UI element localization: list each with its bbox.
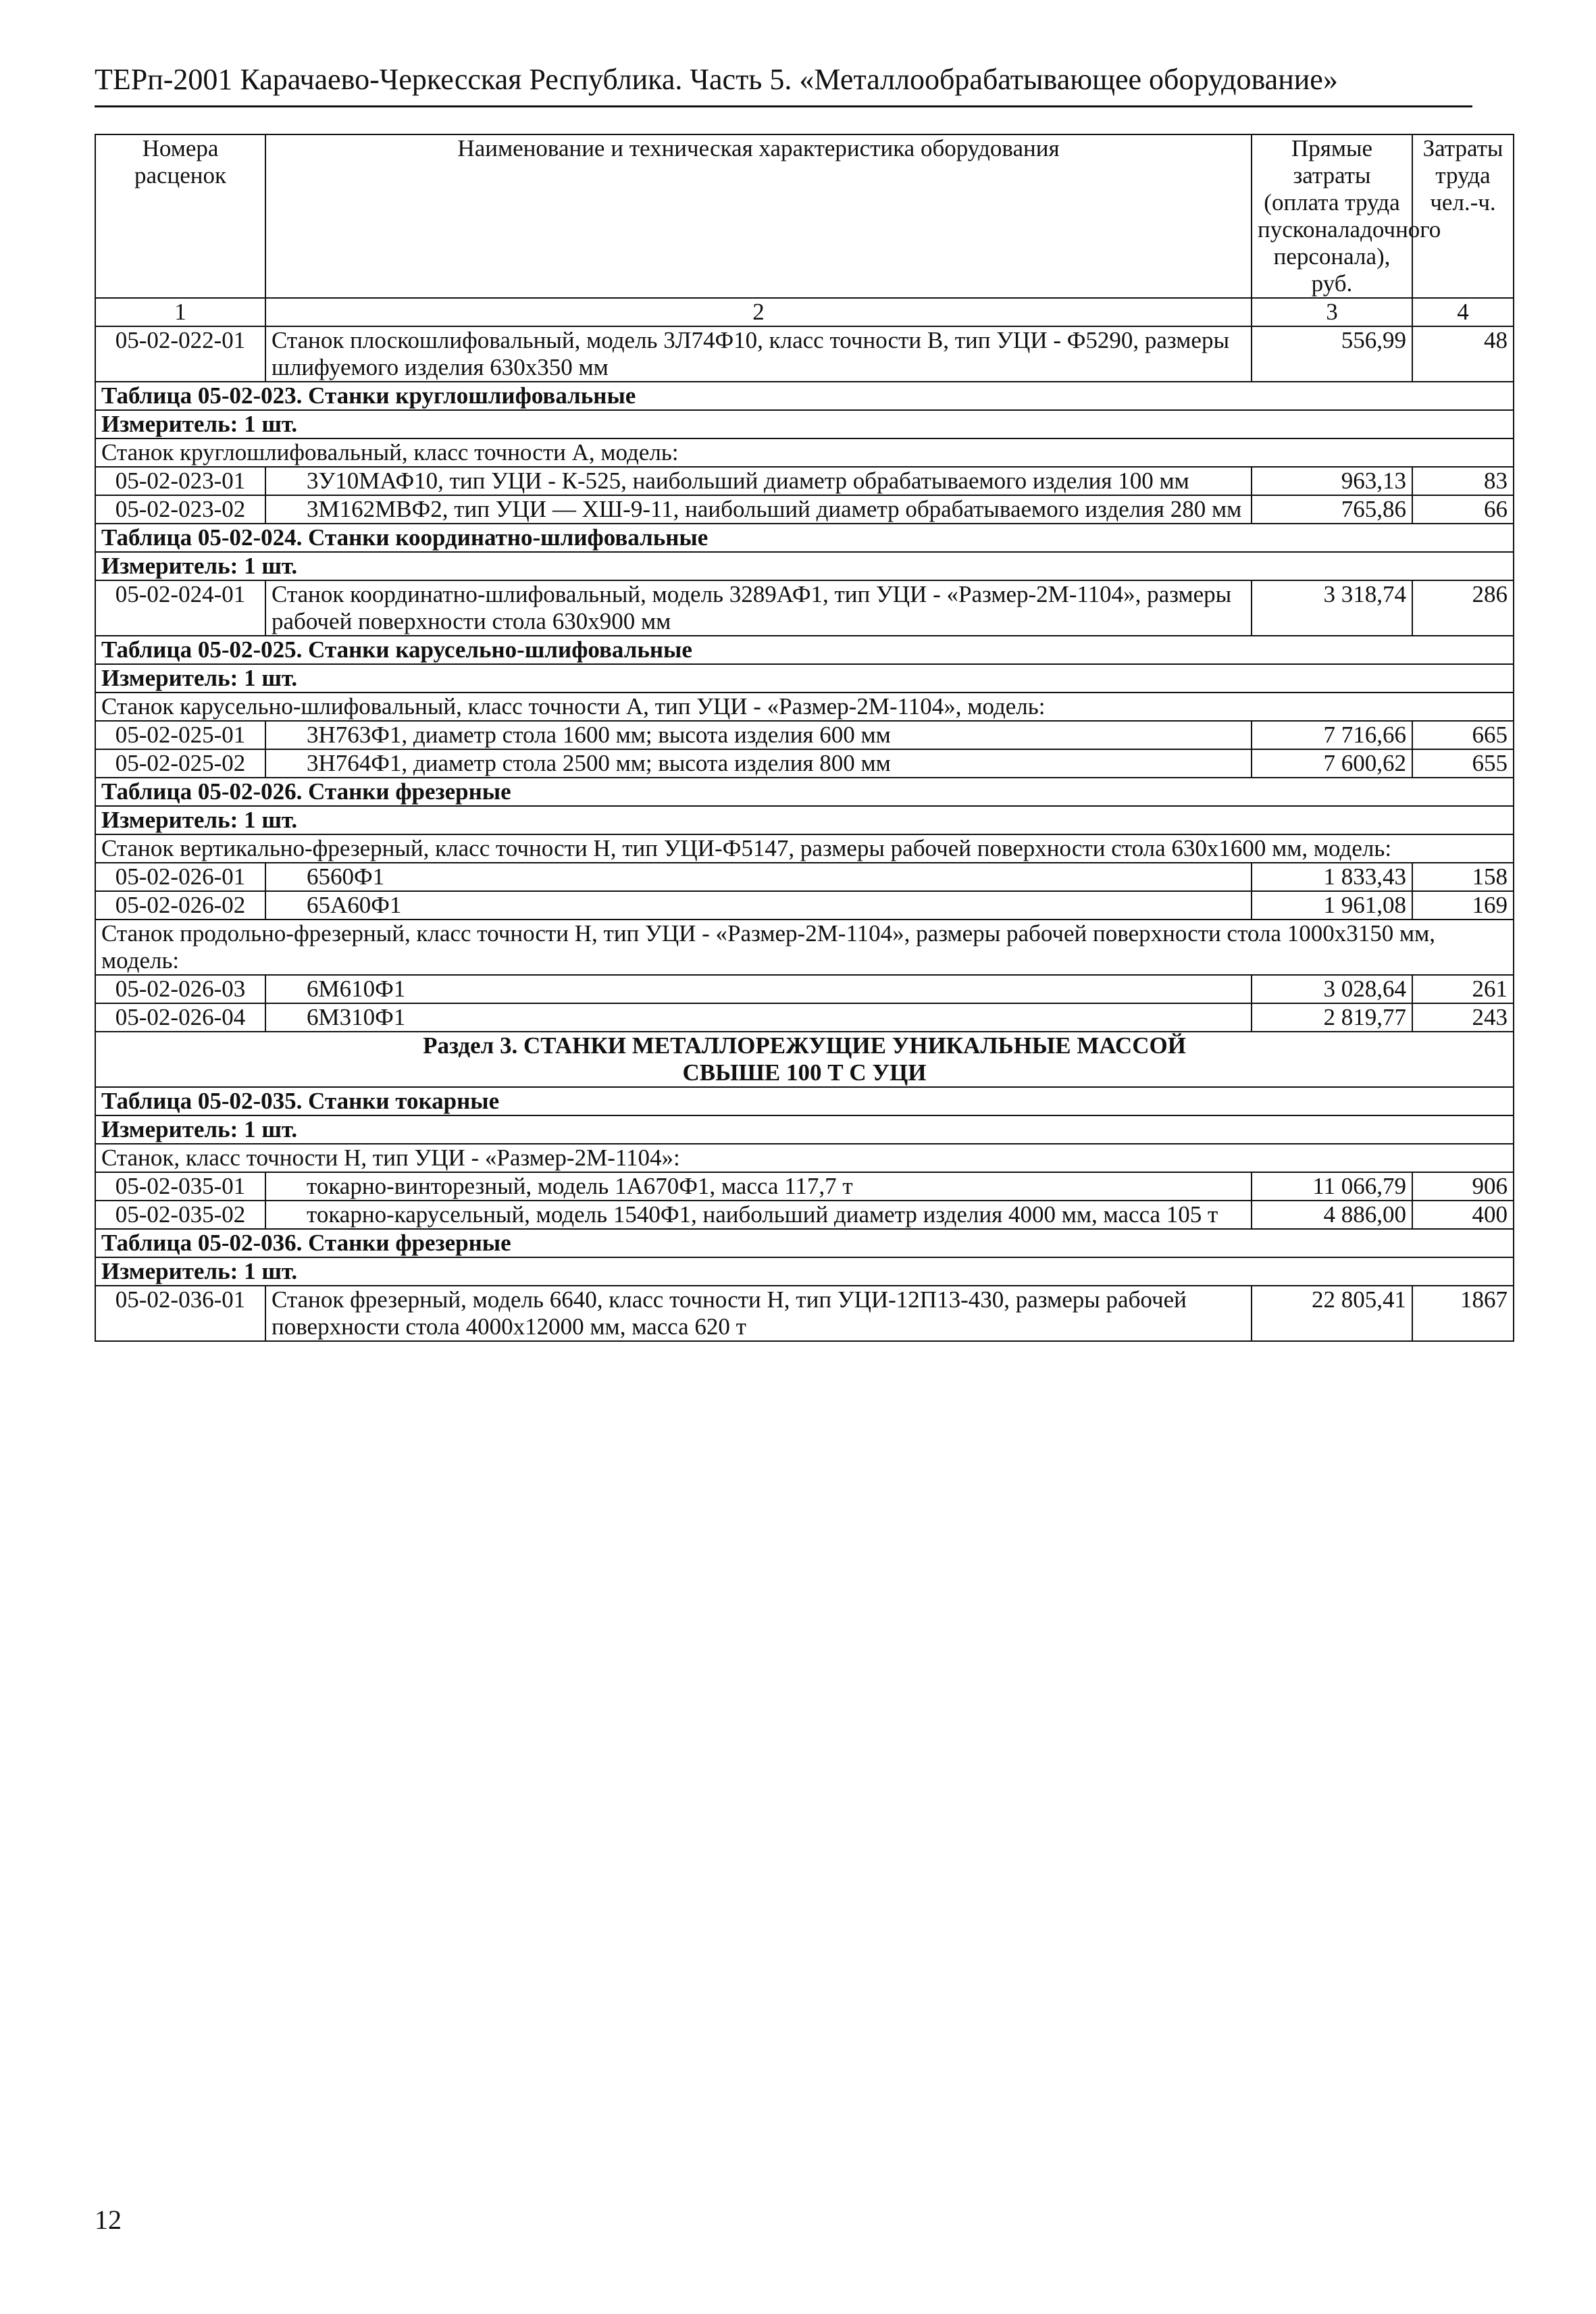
table-row	[95, 326, 1514, 382]
rate-labor: 665	[1412, 721, 1514, 749]
rate-name: Станок плоскошлифовальный, модель 3Л74Ф10, класс точности В, тип УЦИ - Ф5290, размеры шлифуемого изделия 630х350 мм	[265, 326, 1252, 382]
rate-cost: 22 805,41	[1252, 1286, 1412, 1341]
rate-code: 05-02-026-02	[95, 891, 265, 920]
col-number: 1	[95, 298, 265, 326]
rate-labor: 158	[1412, 863, 1514, 891]
rate-labor: 1867	[1412, 1286, 1514, 1341]
rate-labor: 261	[1412, 975, 1514, 1003]
rate-code: 05-02-024-01	[95, 580, 265, 636]
rate-labor: 286	[1412, 580, 1514, 636]
rate-cost: 1 833,43	[1252, 863, 1412, 891]
measure-unit: Измеритель: 1 шт.	[95, 552, 1514, 580]
rate-cost: 556,99	[1252, 326, 1412, 382]
rate-name: 6М310Ф1	[265, 1003, 1252, 1032]
rate-cost: 4 886,00	[1252, 1201, 1412, 1229]
rate-labor: 48	[1412, 326, 1514, 382]
table-row	[95, 749, 1514, 778]
group-description: Станок вертикально-фрезерный, класс точности Н, тип УЦИ-Ф5147, размеры рабочей поверхности стола 630х1600 мм, модель:	[95, 834, 1514, 863]
col-header-code: Номера расценок	[95, 134, 265, 298]
table-row	[95, 1286, 1514, 1341]
measure-unit: Измеритель: 1 шт.	[95, 410, 1514, 438]
rate-code: 05-02-023-01	[95, 467, 265, 495]
rate-name: 6М610Ф1	[265, 975, 1252, 1003]
rate-labor: 906	[1412, 1172, 1514, 1201]
section-title-line: СВЫШЕ 100 Т С УЦИ	[682, 1059, 927, 1086]
rate-name: 6560Ф1	[265, 863, 1252, 891]
rate-cost: 7 716,66	[1252, 721, 1412, 749]
group-description: Станок продольно-фрезерный, класс точности Н, тип УЦИ - «Размер-2М-1104», размеры рабочей поверхности стола 1000х3150 мм, модель:	[95, 920, 1514, 975]
rate-cost: 765,86	[1252, 495, 1412, 524]
section-title-line: Раздел 3. СТАНКИ МЕТАЛЛОРЕЖУЩИЕ УНИКАЛЬНЫЕ МАССОЙ	[423, 1032, 1186, 1059]
rate-code: 05-02-026-04	[95, 1003, 265, 1032]
rate-code: 05-02-023-02	[95, 495, 265, 524]
table-row	[95, 863, 1514, 891]
rate-cost: 3 028,64	[1252, 975, 1412, 1003]
rate-code: 05-02-025-02	[95, 749, 265, 778]
column-header-row	[95, 134, 1514, 298]
rate-cost: 2 819,77	[1252, 1003, 1412, 1032]
rate-code: 05-02-026-03	[95, 975, 265, 1003]
table-row	[95, 1201, 1514, 1229]
rate-labor: 66	[1412, 495, 1514, 524]
table-title: Таблица 05-02-035. Станки токарные	[95, 1087, 1514, 1115]
rate-name: 3М162МВФ2, тип УЦИ — ХШ-9-11, наибольший диаметр обрабатываемого изделия 280 мм	[265, 495, 1252, 524]
price-table	[95, 134, 1513, 1342]
col-header-name: Наименование и техническая характеристика оборудования	[265, 134, 1252, 298]
rate-cost: 963,13	[1252, 467, 1412, 495]
table-title: Таблица 05-02-036. Станки фрезерные	[95, 1229, 1514, 1257]
rate-name: Станок фрезерный, модель 6640, класс точности Н, тип УЦИ-12П13-430, размеры рабочей поверхности стола 4000х12000 мм, масса 620 т	[265, 1286, 1252, 1341]
measure-unit: Измеритель: 1 шт.	[95, 806, 1514, 834]
rate-name: 3Н764Ф1, диаметр стола 2500 мм; высота изделия 800 мм	[265, 749, 1252, 778]
rate-code: 05-02-022-01	[95, 326, 265, 382]
running-header: ТЕРп-2001 Карачаево-Черкесская Республика. Часть 5. «Металлообрабатывающее оборудование»	[95, 63, 1338, 96]
table-row	[95, 1172, 1514, 1201]
table-row	[95, 467, 1514, 495]
group-description: Станок карусельно-шлифовальный, класс точности А, тип УЦИ - «Размер-2М-1104», модель:	[95, 693, 1514, 721]
col-number: 4	[1412, 298, 1514, 326]
rate-labor: 169	[1412, 891, 1514, 920]
rate-code: 05-02-035-02	[95, 1201, 265, 1229]
rate-name: 65А60Ф1	[265, 891, 1252, 920]
rate-name: Станок координатно-шлифовальный, модель 3289АФ1, тип УЦИ - «Размер-2М-1104», размеры рабочей поверхности стола 630х900 мм	[265, 580, 1252, 636]
table-row	[95, 891, 1514, 920]
table-row	[95, 495, 1514, 524]
rate-code: 05-02-035-01	[95, 1172, 265, 1201]
rate-cost: 1 961,08	[1252, 891, 1412, 920]
table-row	[95, 721, 1514, 749]
rate-name: 3Н763Ф1, диаметр стола 1600 мм; высота изделия 600 мм	[265, 721, 1252, 749]
rate-code: 05-02-025-01	[95, 721, 265, 749]
column-number-row	[95, 298, 1514, 326]
col-number: 2	[265, 298, 1252, 326]
rate-labor: 243	[1412, 1003, 1514, 1032]
page-number: 12	[95, 2205, 122, 2235]
group-description: Станок круглошлифовальный, класс точности А, модель:	[95, 438, 1514, 467]
rate-cost: 11 066,79	[1252, 1172, 1412, 1201]
header-rule	[95, 105, 1472, 107]
rate-labor: 655	[1412, 749, 1514, 778]
rate-cost: 7 600,62	[1252, 749, 1412, 778]
table-row	[95, 975, 1514, 1003]
measure-unit: Измеритель: 1 шт.	[95, 1115, 1514, 1144]
measure-unit: Измеритель: 1 шт.	[95, 664, 1514, 693]
rate-code: 05-02-036-01	[95, 1286, 265, 1341]
table-row	[95, 580, 1514, 636]
rate-code: 05-02-026-01	[95, 863, 265, 891]
section-title	[95, 1032, 1514, 1087]
rate-cost: 3 318,74	[1252, 580, 1412, 636]
rate-name: токарно-винторезный, модель 1А670Ф1, масса 117,7 т	[265, 1172, 1252, 1201]
group-description: Станок, класс точности Н, тип УЦИ - «Размер-2М-1104»:	[95, 1144, 1514, 1172]
measure-unit: Измеритель: 1 шт.	[95, 1257, 1514, 1286]
table-title: Таблица 05-02-026. Станки фрезерные	[95, 778, 1514, 806]
col-header-labor: Затраты труда чел.-ч.	[1412, 134, 1514, 298]
table-title: Таблица 05-02-025. Станки карусельно-шлифовальные	[95, 636, 1514, 664]
col-number: 3	[1252, 298, 1412, 326]
rate-labor: 400	[1412, 1201, 1514, 1229]
table-title: Таблица 05-02-024. Станки координатно-шлифовальные	[95, 524, 1514, 552]
rate-name: 3У10МАФ10, тип УЦИ - К-525, наибольший диаметр обрабатываемого изделия 100 мм	[265, 467, 1252, 495]
rate-labor: 83	[1412, 467, 1514, 495]
rate-name: токарно-карусельный, модель 1540Ф1, наибольший диаметр изделия 4000 мм, масса 105 т	[265, 1201, 1252, 1229]
col-header-cost: Прямые затраты (оплата труда пусконаладочного персонала), руб.	[1252, 134, 1412, 298]
table-title: Таблица 05-02-023. Станки круглошлифовальные	[95, 382, 1514, 410]
table-row	[95, 1003, 1514, 1032]
